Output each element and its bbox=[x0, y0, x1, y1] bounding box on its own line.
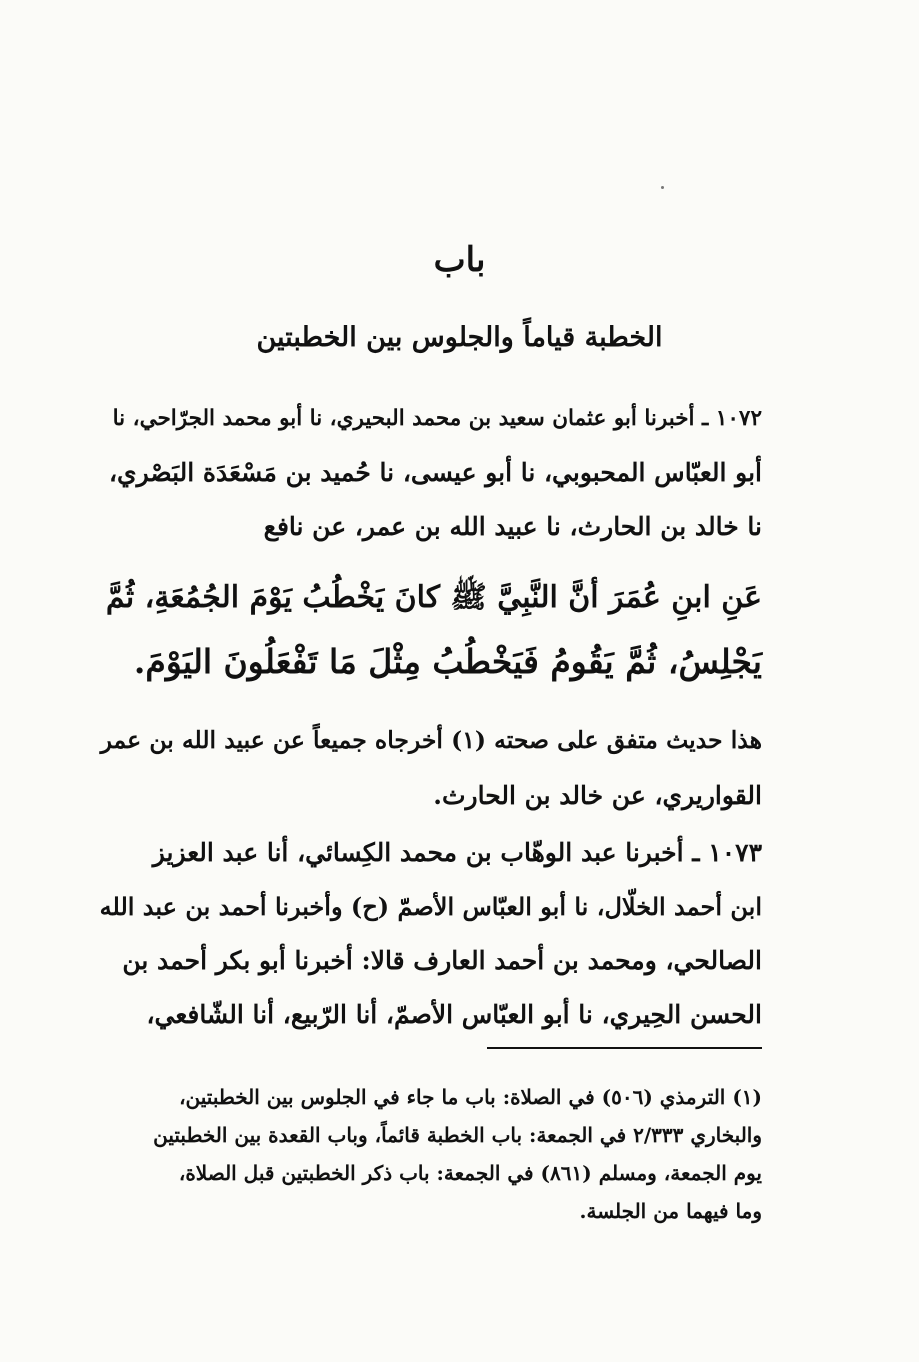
hadith-text bbox=[100, 566, 762, 694]
text-line: ١٠٧٢ ـ أخبرنا أبو عثمان سعيد بن محمد البحيري، نا أبو محمد الجرّاحي، نا bbox=[112, 406, 762, 431]
chapter-label: باب bbox=[433, 240, 486, 280]
text-line: أبو العبّاس المحبوبي، نا أبو عيسى، نا حُميد بن مَسْعَدَة البَصْري، bbox=[108, 458, 762, 487]
footnote-line: يوم الجمعة، ومسلم (٨٦١) في الجمعة: باب ذكر الخطبتين قبل الصلاة، bbox=[178, 1161, 762, 1185]
footnote-divider bbox=[487, 1047, 762, 1049]
text-line: يَجْلِسُ، ثُمَّ يَقُومُ فَيَخْطُبُ مِثْلَ مَا تَفْعَلُونَ اليَوْمَ. bbox=[133, 642, 762, 681]
footnote-line: وما فيهما من الجلسة. bbox=[579, 1199, 762, 1223]
text-line: الصالحي، ومحمد بن أحمد العارف قالا: أخبرنا أبو بكر أحمد بن bbox=[122, 946, 762, 975]
text-line: ١٠٧٣ ـ أخبرنا عبد الوهّاب بن محمد الكِسائي، أنا عبد العزيز bbox=[152, 838, 762, 867]
text-line: الحسن الحِيري، نا أبو العبّاس الأصمّ، أنا الرّبيع، أنا الشّافعي، bbox=[146, 1000, 762, 1029]
scan-speck bbox=[661, 186, 664, 189]
chapter-title: الخطبة قياماً والجلوس بين الخطبتين bbox=[256, 322, 663, 353]
footnote-line: (١) الترمذي (٥٠٦) في الصلاة: باب ما جاء في الجلوس بين الخطبتين، bbox=[179, 1085, 762, 1109]
text-line: عَنِ ابنِ عُمَرَ أنَّ النَّبِيَّ ﷺ كانَ يَخْطُبُ يَوْمَ الجُمُعَةِ، ثُمَّ bbox=[105, 580, 762, 615]
footnote bbox=[100, 1078, 762, 1230]
text-line: ابن أحمد الخلّال، نا أبو العبّاس الأصمّ (ح) وأخبرنا أحمد بن عبد الله bbox=[99, 892, 762, 921]
footnote-line: والبخاري ٢/٣٣٣ في الجمعة: باب الخطبة قائماً، وباب القعدة بين الخطبتين bbox=[153, 1123, 762, 1147]
hadith-1073-chain bbox=[100, 826, 762, 1042]
text-line: نا خالد بن الحارث، نا عبيد الله بن عمر، عن نافع bbox=[263, 512, 762, 541]
text-line: هذا حديث متفق على صحته (١) أخرجاه جميعاً عن عبيد الله بن عمر bbox=[100, 726, 762, 754]
hadith-grading bbox=[100, 712, 762, 824]
text-line: القواريري، عن خالد بن الحارث. bbox=[433, 781, 762, 810]
hadith-1072-chain bbox=[100, 392, 762, 554]
